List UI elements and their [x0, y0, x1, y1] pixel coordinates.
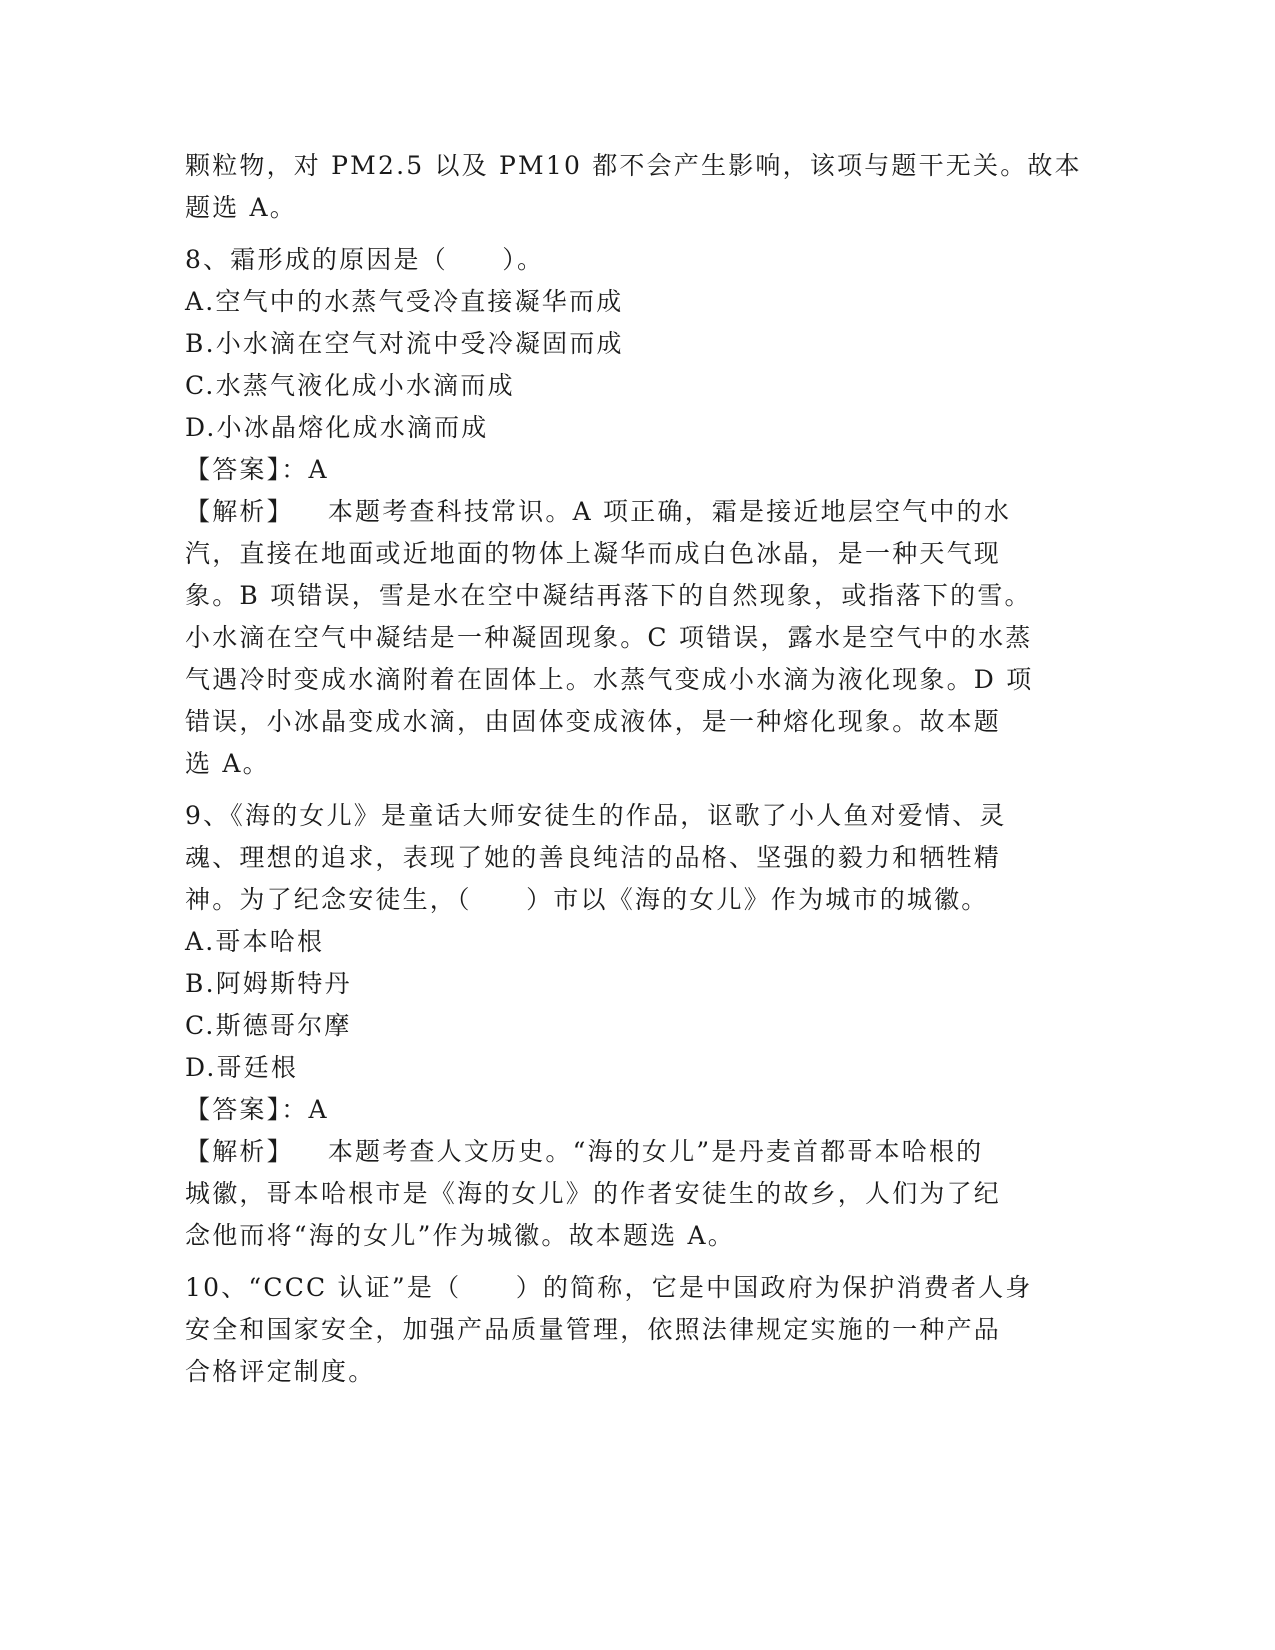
- question-stem: 安全和国家安全，加强产品质量管理，依照法律规定实施的一种产品: [185, 1315, 1002, 1344]
- text-line: 题选 A。: [185, 193, 298, 222]
- answer-label: 【答案】：: [185, 1095, 309, 1124]
- question-stem: 10、“CCC 认证”是（ ）的简称，它是中国政府为保护消费者人身: [185, 1273, 1033, 1302]
- explanation-text: 城徽，哥本哈根市是《海的女儿》的作者安徒生的故乡，人们为了纪: [185, 1179, 1002, 1208]
- explanation-label: 【解析】: [185, 1137, 294, 1166]
- explanation-text: 象。B 项错误，雪是水在空中凝结再落下的自然现象，或指落下的雪。: [185, 581, 1032, 610]
- explanation-text: 汽，直接在地面或近地面的物体上凝华而成白色冰晶，是一种天气现: [185, 539, 1002, 568]
- answer-label: 【答案】：: [185, 455, 309, 484]
- option-d: D.哥廷根: [185, 1053, 299, 1082]
- option-b: B.阿姆斯特丹: [185, 969, 352, 998]
- question-9: [185, 795, 1085, 1257]
- question-stem: 魂、理想的追求，表现了她的善良纯洁的品格、坚强的毅力和牺牲精: [185, 843, 1002, 872]
- previous-explanation-tail: [185, 145, 1085, 229]
- answer-value: A: [308, 455, 329, 484]
- question-8: [185, 239, 1085, 785]
- explanation-text: 错误，小冰晶变成水滴，由固体变成液体，是一种熔化现象。故本题: [185, 707, 1002, 736]
- answer-line: [185, 449, 1085, 491]
- answer-line: [185, 1089, 1085, 1131]
- text-line: 颗粒物，对 PM2.5 以及 PM10 都不会产生影响，该项与题干无关。故本: [185, 151, 1082, 180]
- option-c: C.水蒸气液化成小水滴而成: [185, 371, 515, 400]
- explanation-line: [185, 491, 1085, 533]
- explanation-line: [185, 1131, 1085, 1173]
- option-b: B.小水滴在空气对流中受冷凝固而成: [185, 329, 624, 358]
- option-a: A.哥本哈根: [185, 927, 325, 956]
- question-stem: 合格评定制度。: [185, 1357, 376, 1386]
- question-stem: 神。为了纪念安徒生，（ ）市以《海的女儿》作为城市的城徽。: [185, 885, 989, 914]
- document-content: [185, 145, 1085, 1403]
- explanation-label: 【解析】: [185, 497, 294, 526]
- answer-value: A: [308, 1095, 329, 1124]
- option-d: D.小冰晶熔化成水滴而成: [185, 413, 489, 442]
- explanation-text: 气遇冷时变成水滴附着在固体上。水蒸气变成小水滴为液化现象。D 项: [185, 665, 1034, 694]
- explanation-text: 小水滴在空气中凝结是一种凝固现象。C 项错误，露水是空气中的水蒸: [185, 623, 1033, 652]
- explanation-text: 本题考查科技常识。A 项正确，霜是接近地层空气中的水: [327, 497, 1012, 526]
- explanation-text: 本题考查人文历史。“海的女儿”是丹麦首都哥本哈根的: [327, 1137, 984, 1166]
- option-c: C.斯德哥尔摩: [185, 1011, 352, 1040]
- explanation-text: 念他而将“海的女儿”作为城徽。故本题选 A。: [185, 1221, 735, 1250]
- question-10: [185, 1267, 1085, 1393]
- question-stem: 9、《海的女儿》是童话大师安徒生的作品，讴歌了小人鱼对爱情、灵: [185, 801, 1007, 830]
- question-stem: 8、霜形成的原因是（ ）。: [185, 245, 545, 274]
- explanation-text: 选 A。: [185, 749, 270, 778]
- option-a: A.空气中的水蒸气受冷直接凝华而成: [185, 287, 624, 316]
